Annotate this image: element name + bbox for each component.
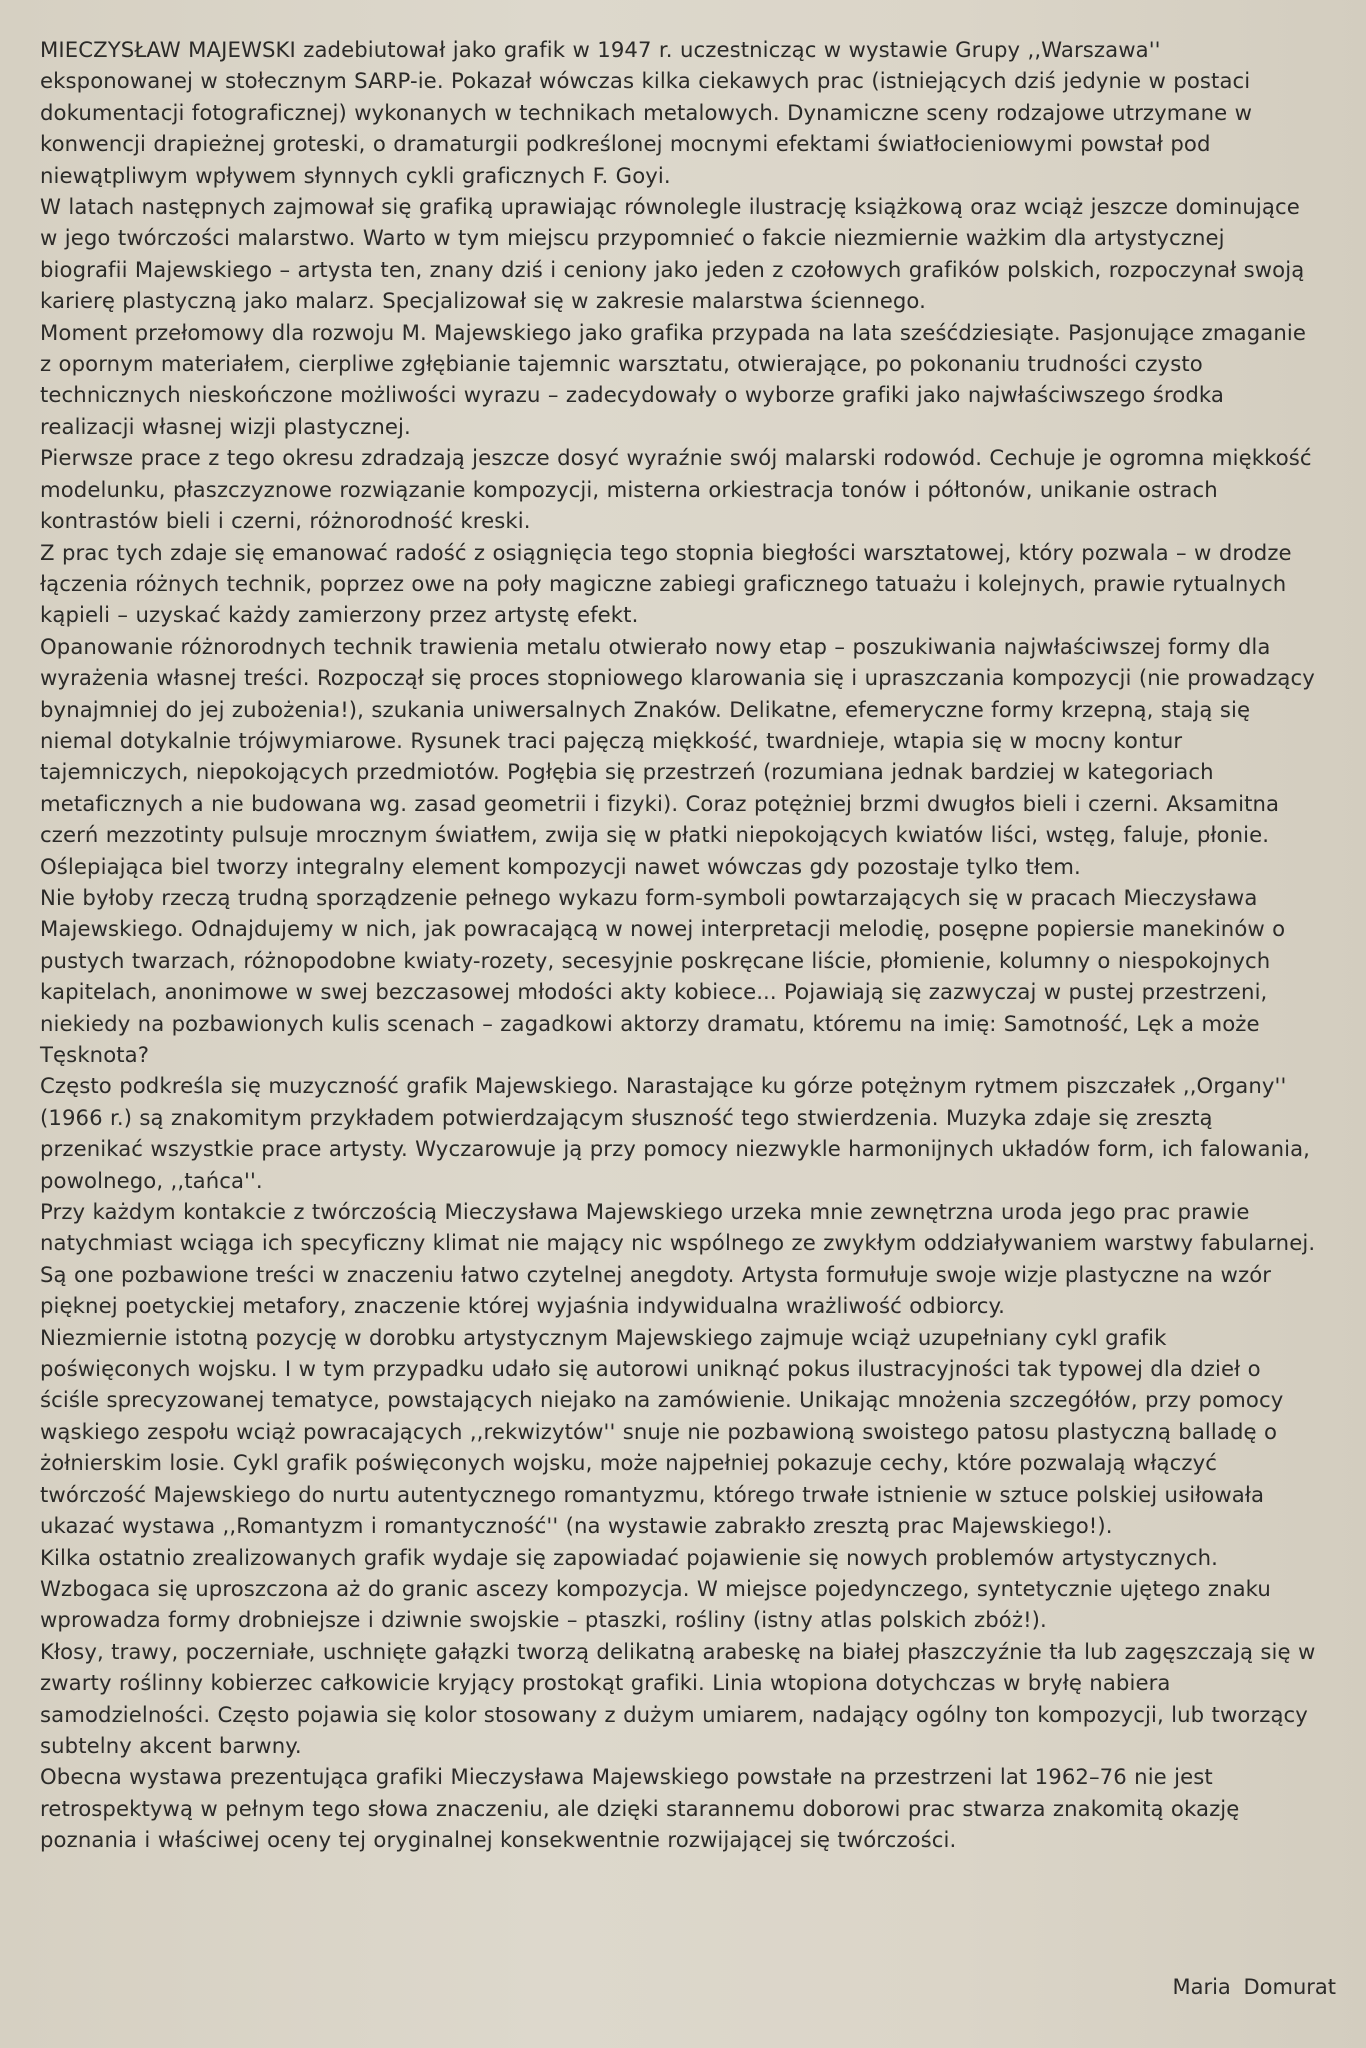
paragraph-arabesque: Kłosy, trawy, poczerniałe, uschnięte gałązki tworzą delikatną arabeskę na białej płaszczyźnie tła lub zagęszczają się w zwarty roślinny kobierzec całkowicie kryjący prostokąt grafiki. Linia wtopiona dotychczas w bryłę nabiera samodzielności. Często pojawia się kolor stosowany z dużym umiarem, nadający ogólny ton kompozycji, lub tworzący subtelny akcent barwny. (40, 1638, 1316, 1758)
paragraph-recent-works: Kilka ostatnio zrealizowanych grafik wydaje się zapowiadać pojawienie się nowych problemów artystycznych. Wzbogaca się uproszczona aż do granic ascezy kompozycja. W miejsce pojedynczego, syntetycznie ujętego znaku wprowadza formy drobniejsze i dziwnie swojskie – ptaszki, rośliny (istny atlas polskich zbóż!). (40, 1544, 1271, 1633)
paragraph-contact: Przy każdym kontakcie z twórczością Mieczysława Majewskiego urzeka mnie zewnętrzna uroda jego prac prawie natychmiast wciąga ich specyficzny klimat nie mający nic wspólnego ze zwykłym oddziaływaniem warstwy fabularnej. Są one pozbawione treści w znaczeniu łatwo czytelnej anegdoty. Artysta formułuje swoje wizje plastyczne na wzór pięknej poetyckiej metafory, znaczenie której wyjaśnia indywidualna wrażliwość odbiorcy. (40, 1199, 1316, 1319)
paragraph-first-works: Pierwsze prace z tego okresu zdradzają jeszcze dosyć wyraźnie swój malarski rodowód. Cechuje je ogromna miękkość modelunku, płaszczyznowe rozwiązanie kompozycji, misterna orkiestracja tonów i półtonów, unikanie ostrach kontrastów bieli i czerni, różnorodność kreski. (40, 445, 1312, 534)
author-signature: Maria Domurat (1172, 1975, 1336, 1999)
paragraph-joy: Z prac tych zdaje się emanować radość z osiągnięcia tego stopnia biegłości warsztatowej, który pozwala – w drodze łączenia różnych technik, poprzez owe na poły magiczne zabiegi graficznego tatuażu i kolejnych, prawie rytualnych kąpieli – uzyskać każdy zamierzony przez artystę efekt. (40, 539, 1292, 628)
paragraph-musicality: Często podkreśla się muzyczność grafik Majewskiego. Narastające ku górze potężnym rytmem piszczałek ,,Organy'' (1966 r.) są znakomitym przykładem potwierdzającym słuszność tego stwierdzenia. Muzyka zdaje się zresztą przenikać wszystkie prace artysty. Wyczarowuje ją przy pomocy niezwykle harmonijnych układów form, ich falowania, powolnego, ,,tańca''. (40, 1073, 1310, 1193)
article-text (40, 34, 1316, 1856)
paragraph-techniques: Opanowanie różnorodnych technik trawienia metalu otwierało nowy etap – poszukiwania najwłaściwszej formy dla wyrażenia własnej treści. Rozpoczął się proces stopniowego klarowania się i upraszczania kompozycji (nie prowadzący bynajmniej do jej zubożenia!), szukania uniwersalnych Znaków. Delikatne, efemeryczne formy krzepną, stają się niemal dotykalnie trójwymiarowe. Rysunek traci pajęczą miękkość, twardnieje, wtapia się w mocny kontur tajemniczych, niepokojących przedmiotów. Pogłębia się przestrzeń (rozumiana jednak bardziej w kategoriach metaficznych a nie budowana wg. zasad geometrii i fizyki). Coraz potężniej brzmi dwugłos bieli i czerni. Aksamitna czerń mezzotinty pulsuje mrocznym światłem, zwija się w płatki niepokojących kwiatów liści, wstęg, faluje, płonie. Oślepiająca biel tworzy integralny element kompozycji nawet wówczas gdy pozostaje tylko tłem. (40, 633, 1315, 879)
paragraph-turning-point: Moment przełomowy dla rozwoju M. Majewskiego jako grafika przypada na lata sześćdziesiąte. Pasjonujące zmaganie z opornym materiałem, cierpliwe zgłębianie tajemnic warsztatu, otwierające, po pokonaniu trudności czysto technicznych nieskończone możliwości wyrazu – zadecydowały o wyborze grafiki jako najwłaściwszego środka realizacji własnej wizji plastycznej. (40, 319, 1306, 439)
paragraph-debut: MIECZYSŁAW MAJEWSKI zadebiutował jako grafik w 1947 r. uczestnicząc w wystawie Grupy ,,Warszawa'' eksponowanej w stołecznym SARP-ie. Pokazał wówczas kilka ciekawych prac (istniejących dziś jedynie w postaci dokumentacji fotograficznej) wykonanych w technikach metalowych. Dynamiczne sceny rodzajowe utrzymane w konwencji drapieżnej groteski, o dramaturgii podkreślonej mocnymi efektami światłocieniowymi powstał pod niewątpliwym wpływem słynnych cykli graficznych F. Goyi. (40, 37, 1253, 188)
paragraph-symbols: Nie byłoby rzeczą trudną sporządzenie pełnego wykazu form-symboli powtarzających się w pracach Mieczysława Majewskiego. Odnajdujemy w nich, jak powracającą w nowej interpretacji melodię, posępne popiersie manekinów o pustych twarzach, różnopodobne kwiaty-rozety, secesyjnie poskręcane liście, płomienie, kolumny o niespokojnych kapitelach, anonimowe w swej bezczasowej młodości akty kobiece... Pojawiają się zazwyczaj w pustej przestrzeni, niekiedy na pozbawionych kulis scenach – zagadkowi aktorzy dramatu, któremu na imię: Samotność, Lęk a może Tęsknota? (40, 884, 1286, 1067)
paragraph-early-years: W latach następnych zajmował się grafiką uprawiając równolegle ilustrację książkową oraz wciąż jeszcze dominujące w jego twórczości malarstwo. Warto w tym miejscu przypomnieć o fakcie niezmiernie ważkim dla artystycznej biografii Majewskiego – artysta ten, znany dziś i ceniony jako jeden z czołowych grafików polskich, rozpoczynał swoją karierę plastyczną jako malarz. Specjalizował się w zakresie malarstwa ściennego. (40, 194, 1305, 314)
paragraph-exhibition: Obecna wystawa prezentująca grafiki Mieczysława Majewskiego powstałe na przestrzeni lat 1962–76 nie jest retrospektywą w pełnym tego słowa znaczeniu, ale dzięki starannemu doborowi prac stwarza znakomitą okazję poznania i właściwej oceny tej oryginalnej konsekwentnie rozwijającej się twórczości. (40, 1764, 1240, 1853)
paragraph-military-cycle: Niezmiernie istotną pozycję w dorobku artystycznym Majewskiego zajmuje wciąż uzupełniany cykl grafik poświęconych wojsku. I w tym przypadku udało się autorowi uniknąć pokus ilustracyjności tak typowej dla dzieł o ściśle sprecyzowanej tematyce, powstających niejako na zamówienie. Unikając mnożenia szczegółów, przy pomocy wąskiego zespołu wciąż powracających ,,rekwizytów'' snuje nie pozbawioną swoistego patosu plastyczną balladę o żołnierskim losie. Cykl grafik poświęconych wojsku, może najpełniej pokazuje cechy, które pozwalają włączyć twórczość Majewskiego do nurtu autentycznego romantyzmu, którego trwałe istnienie w sztuce polskiej usiłowała ukazać wystawa ,,Romantyzm i romantyczność'' (na wystawie zabrakło zresztą prac Majewskiego!). (40, 1324, 1284, 1539)
